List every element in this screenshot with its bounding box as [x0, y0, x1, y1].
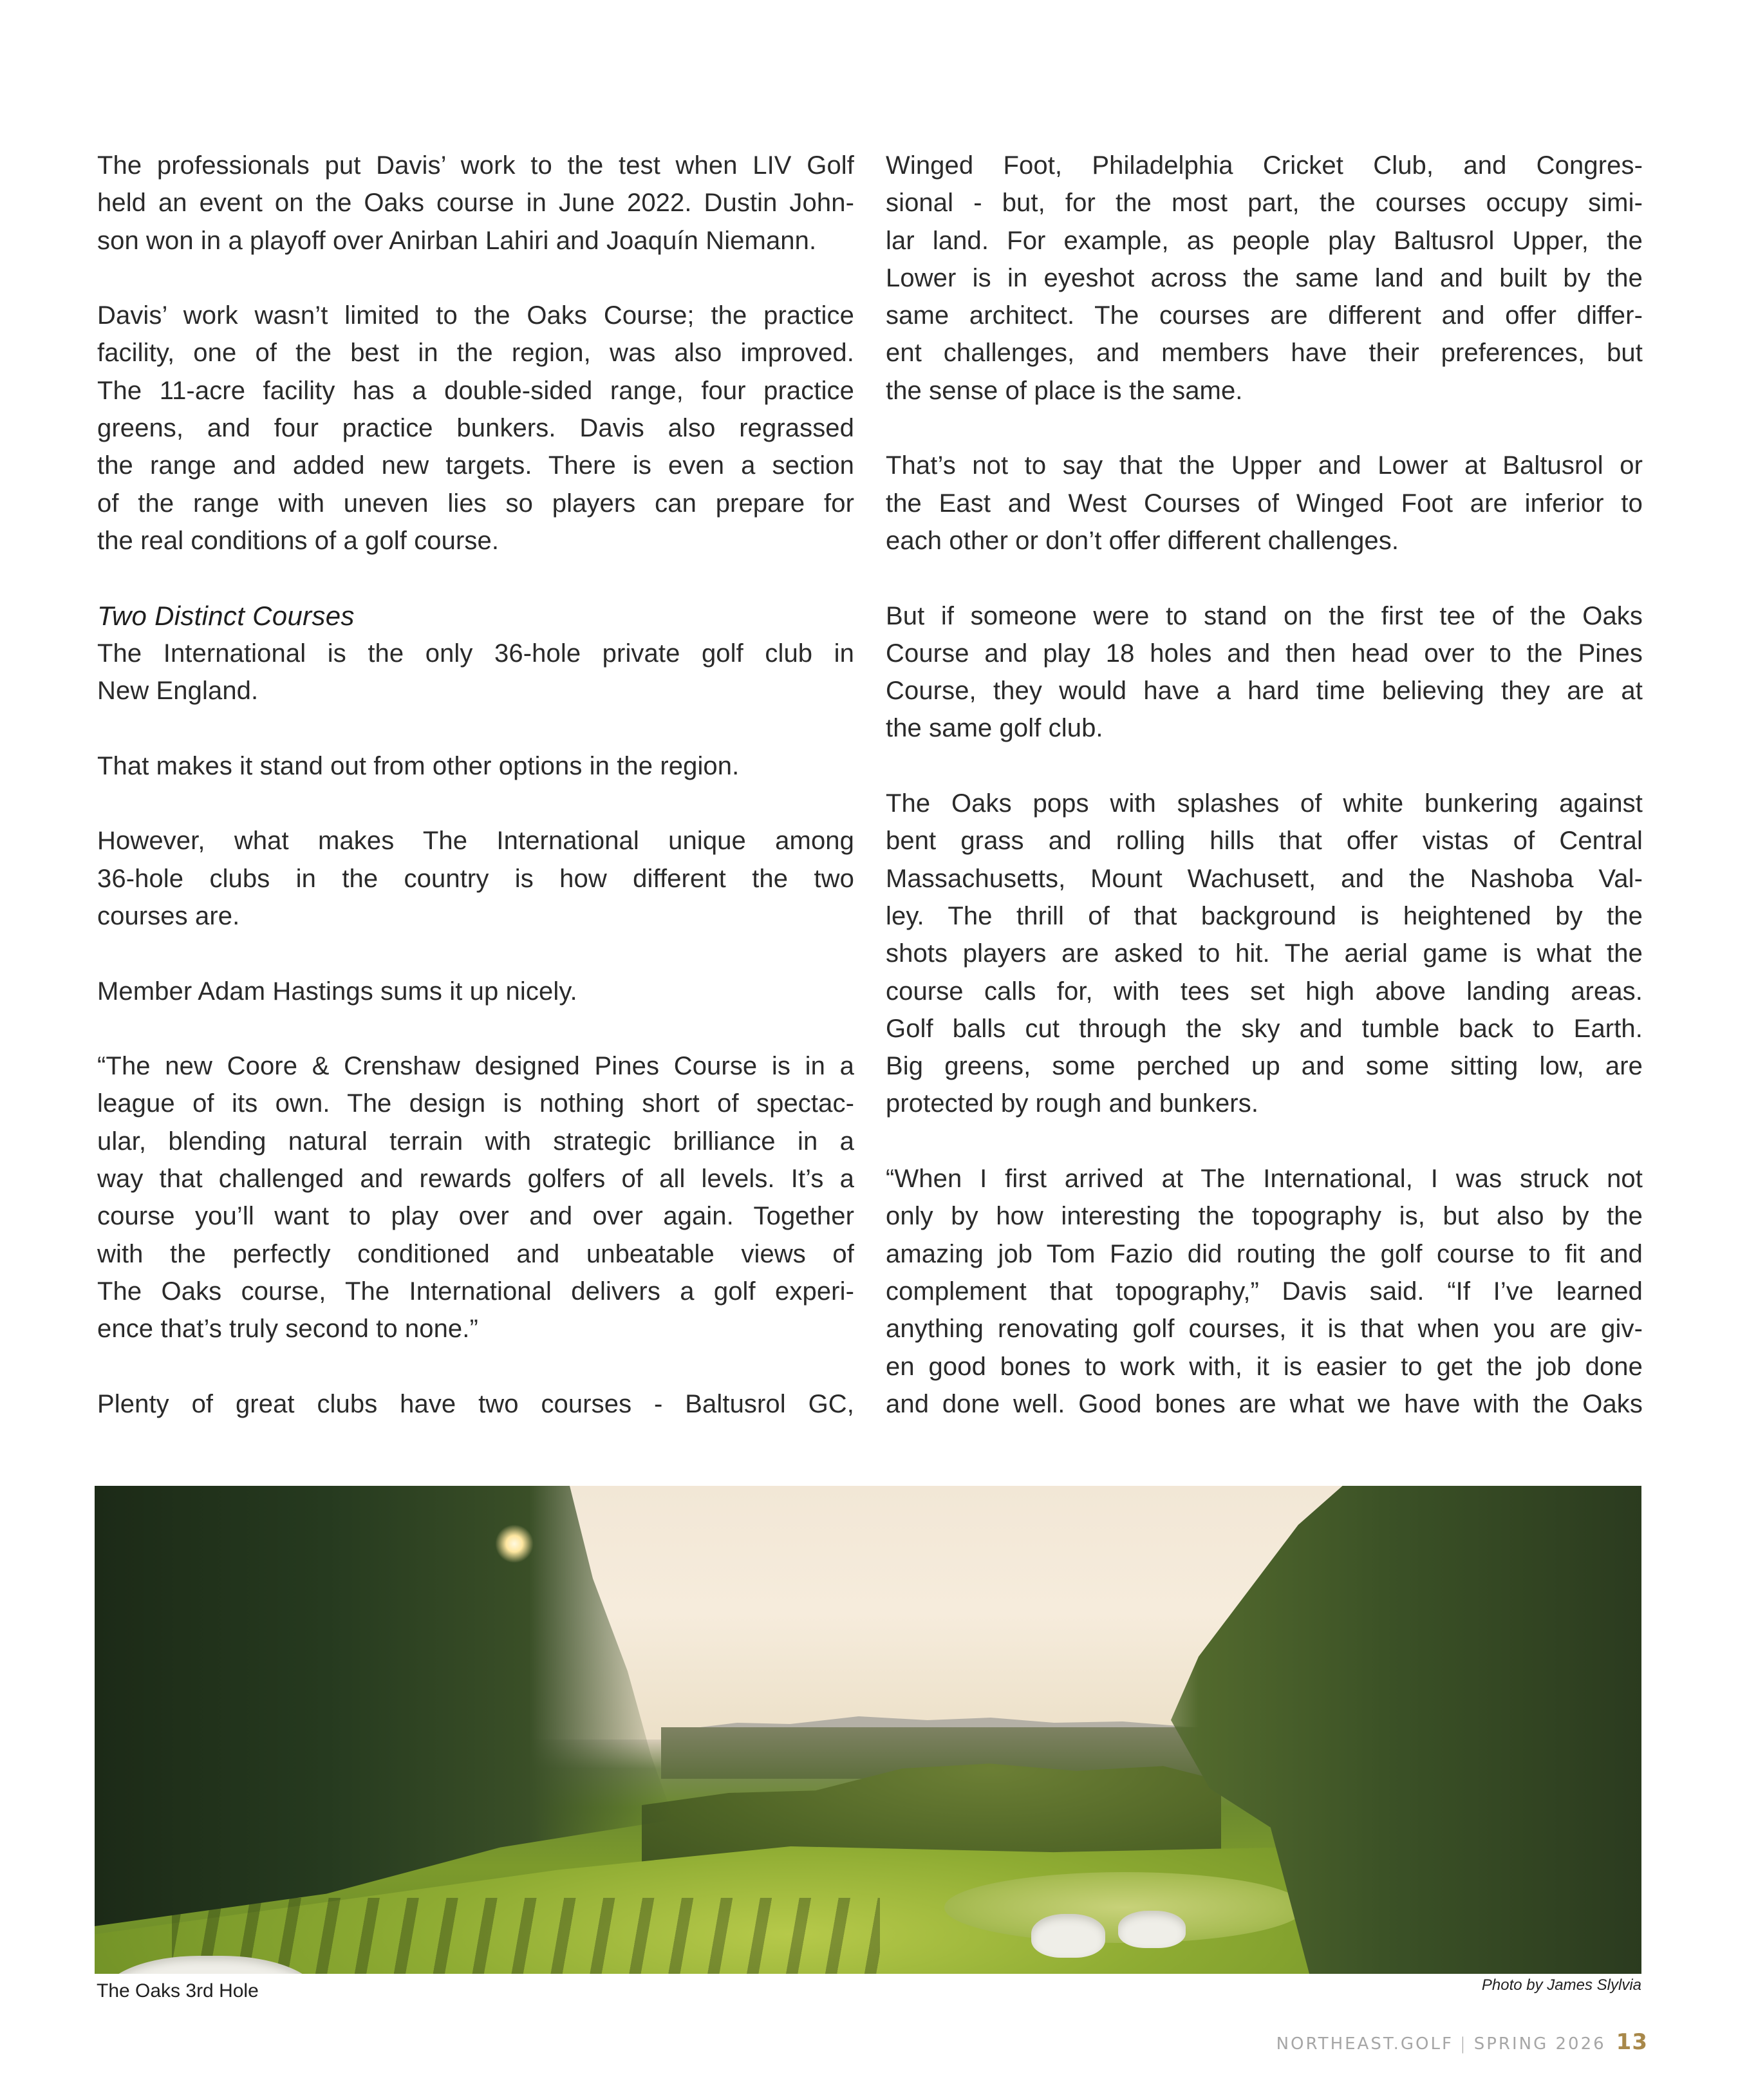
- article-paragraph: [97, 747, 854, 785]
- text-line: the real conditions of a golf course.: [97, 526, 500, 555]
- article-paragraph: [97, 147, 854, 259]
- paragraph-spacer: [886, 559, 1643, 597]
- article-column-left: [97, 147, 854, 1423]
- page-number: 13: [1616, 2029, 1648, 2055]
- text-line: the range and added new targets. There is even a section: [97, 451, 854, 480]
- text-line: en good bones to work with, it is easier to get the job done: [886, 1352, 1643, 1381]
- text-line: Plenty of great clubs have two courses - Baltusrol GC,: [97, 1389, 854, 1418]
- article-paragraph: [97, 822, 854, 935]
- publication-name: NORTHEAST.GOLF: [1276, 2034, 1453, 2054]
- article-paragraph: [886, 597, 1643, 747]
- paragraph-spacer: [97, 1348, 854, 1385]
- text-line: The International is the only 36-hole private golf club in: [97, 639, 854, 668]
- photo-bunker: [1118, 1911, 1186, 1948]
- text-line: amazing job Tom Fazio did routing the golf course to fit and: [886, 1239, 1643, 1268]
- text-line: Course, they would have a hard time believing they are at: [886, 677, 1643, 706]
- photo-bunker: [1031, 1914, 1105, 1958]
- paragraph-spacer: [886, 1123, 1643, 1160]
- text-line: ular, blending natural terrain with strategic brilliance in a: [97, 1127, 854, 1156]
- text-line: each other or don’t offer different challenges.: [886, 526, 1399, 555]
- text-line: That’s not to say that the Upper and Lower at Baltusrol or: [886, 451, 1643, 480]
- text-line: Massachusetts, Mount Wachusett, and the Nashoba Val-: [886, 864, 1643, 893]
- text-line: The Oaks course, The International delivers a golf experi-: [97, 1277, 854, 1306]
- paragraph-spacer: [97, 1010, 854, 1047]
- text-line: held an event on the Oaks course in June 2022. Dustin John-: [97, 189, 854, 218]
- paragraph-spacer: [97, 559, 854, 597]
- text-line: But if someone were to stand on the first tee of the Oaks: [886, 601, 1643, 630]
- text-line: of the range with uneven lies so players can prepare for: [97, 489, 854, 518]
- text-line: shots players are asked to hit. The aerial game is what the: [886, 939, 1643, 968]
- text-line: courses are.: [97, 901, 240, 930]
- text-line: the sense of place is the same.: [886, 376, 1243, 405]
- article-paragraph: [97, 1385, 854, 1423]
- text-line: Golf balls cut through the sky and tumble back to Earth.: [886, 1014, 1643, 1043]
- page-footer: [1276, 2029, 1648, 2055]
- photo-tree-shadows: [172, 1898, 880, 1974]
- text-line: ley. The thrill of that background is heightened by the: [886, 901, 1643, 930]
- text-line: son won in a playoff over Anirban Lahiri and Joaquín Niemann.: [97, 226, 817, 255]
- text-line: anything renovating golf courses, it is that when you are giv-: [886, 1315, 1643, 1344]
- article-paragraph: [886, 447, 1643, 559]
- paragraph-spacer: [97, 709, 854, 747]
- text-line: course calls for, with tees set high above landing areas.: [886, 977, 1643, 1006]
- article-paragraph: [97, 973, 854, 1010]
- text-line: Davis’ work wasn’t limited to the Oaks Course; the practice: [97, 301, 854, 330]
- issue-label: SPRING 2026: [1473, 2034, 1606, 2054]
- text-line: greens, and four practice bunkers. Davis also regrassed: [97, 414, 854, 443]
- text-line: course you’ll want to play over and over again. Together: [97, 1202, 854, 1231]
- text-line: “The new Coore & Crenshaw designed Pines Course is in a: [97, 1052, 854, 1081]
- article-paragraph: [886, 147, 1643, 409]
- text-line: 36-hole clubs in the country is how different the two: [97, 864, 854, 893]
- course-photo: [95, 1486, 1641, 1974]
- text-line: league of its own. The design is nothing short of spectac-: [97, 1089, 854, 1118]
- text-line: Course and play 18 holes and then head over to the Pines: [886, 639, 1643, 668]
- text-line: ent challenges, and members have their preferences, but: [886, 339, 1643, 368]
- text-line: Big greens, some perched up and some sitting low, are: [886, 1052, 1643, 1081]
- text-line: However, what makes The International unique among: [97, 827, 854, 856]
- text-line: lar land. For example, as people play Baltusrol Upper, the: [886, 226, 1643, 255]
- paragraph-spacer: [97, 785, 854, 822]
- paragraph-spacer: [886, 409, 1643, 447]
- text-line: only by how interesting the topography is, but also by the: [886, 1202, 1643, 1231]
- text-line: the East and West Courses of Winged Foot are inferior to: [886, 489, 1643, 518]
- article-paragraph: [97, 635, 854, 710]
- text-line: The professionals put Davis’ work to the test when LIV Golf: [97, 151, 854, 180]
- article-paragraph: [97, 297, 854, 559]
- photo-credit: Photo by James Slylvia: [1481, 1976, 1641, 1994]
- text-line: “When I first arrived at The International, I was struck not: [886, 1165, 1643, 1194]
- text-line: The Oaks pops with splashes of white bunkering against: [886, 789, 1643, 818]
- footer-separator: |: [1459, 2034, 1468, 2054]
- paragraph-spacer: [886, 747, 1643, 785]
- text-line: New England.: [97, 677, 259, 706]
- text-line: the same golf club.: [886, 714, 1103, 743]
- text-line: Lower is in eyeshot across the same land and built by the: [886, 263, 1643, 292]
- text-line: and done well. Good bones are what we have with the Oaks: [886, 1389, 1643, 1418]
- sun-icon: [495, 1524, 534, 1563]
- text-line: sional - but, for the most part, the courses occupy simi-: [886, 189, 1643, 218]
- article-paragraph: [886, 785, 1643, 1123]
- section-heading: Two Distinct Courses: [97, 600, 355, 631]
- text-line: protected by rough and bunkers.: [886, 1089, 1259, 1118]
- photo-caption: The Oaks 3rd Hole: [97, 1980, 259, 2002]
- article-paragraph: [886, 1160, 1643, 1423]
- text-line: Winged Foot, Philadelphia Cricket Club, and Congres-: [886, 151, 1643, 180]
- text-line: Member Adam Hastings sums it up nicely.: [97, 977, 577, 1006]
- text-line: bent grass and rolling hills that offer vistas of Central: [886, 827, 1643, 856]
- paragraph-spacer: [97, 935, 854, 972]
- text-line: That makes it stand out from other options in the region.: [97, 751, 740, 780]
- text-line: ence that’s truly second to none.”: [97, 1315, 478, 1344]
- text-line: The 11-acre facility has a double-sided range, four practice: [97, 376, 854, 405]
- text-line: same architect. The courses are different and offer differ-: [886, 301, 1643, 330]
- text-line: with the perfectly conditioned and unbeatable views of: [97, 1239, 854, 1268]
- text-line: facility, one of the best in the region, was also improved.: [97, 339, 854, 368]
- text-line: complement that topography,” Davis said. “If I’ve learned: [886, 1277, 1643, 1306]
- article-paragraph: [97, 1047, 854, 1347]
- text-line: way that challenged and rewards golfers of all levels. It’s a: [97, 1165, 854, 1194]
- paragraph-spacer: [97, 259, 854, 297]
- article-column-right: [886, 147, 1643, 1423]
